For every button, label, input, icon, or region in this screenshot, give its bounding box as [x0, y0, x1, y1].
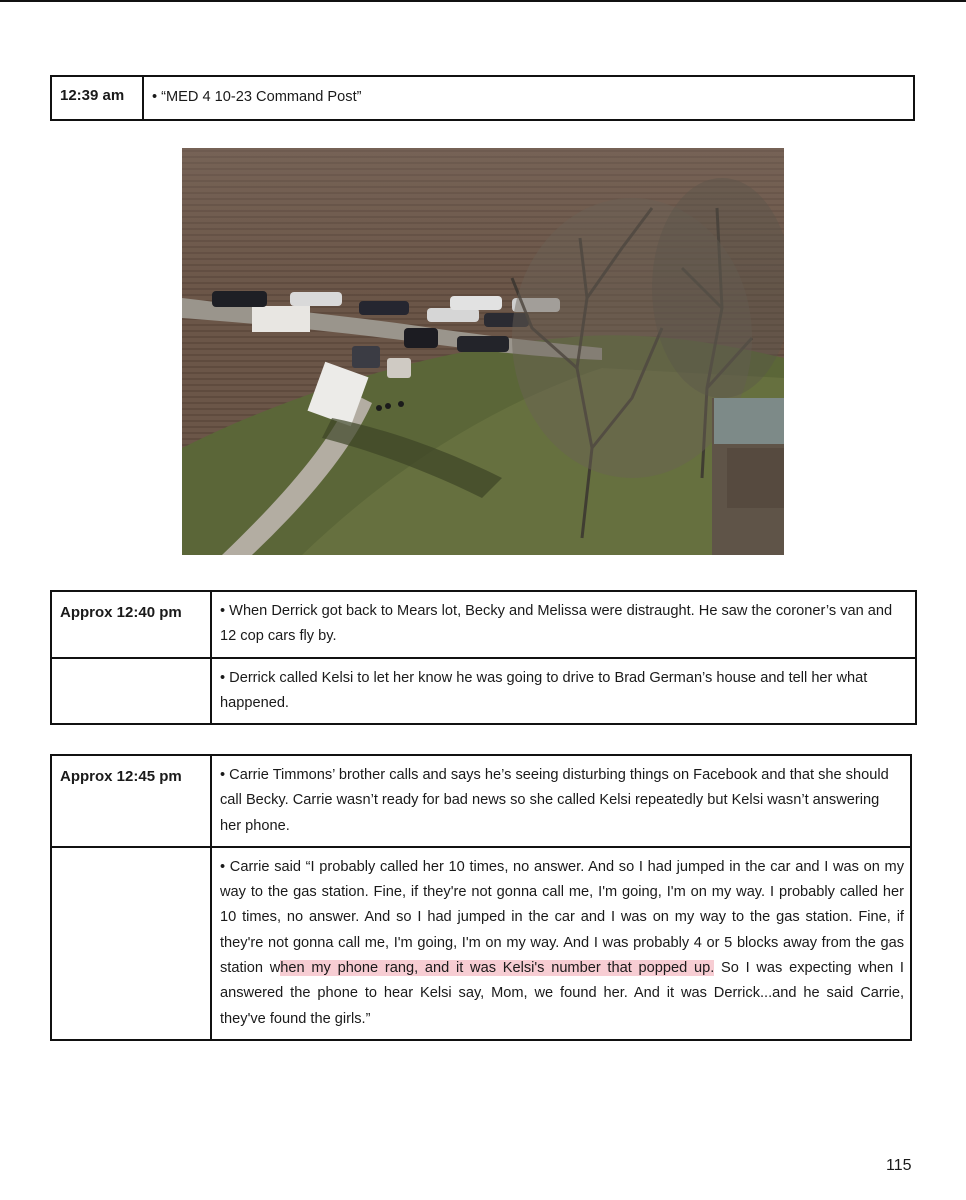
timeline-table-1239: [50, 75, 915, 121]
table-row: [51, 76, 914, 120]
table-row: [51, 755, 911, 847]
note-cell: • When Derrick got back to Mears lot, Becky and Melissa were distraught. He saw the coroner’s van and 12 cop cars fly by.: [211, 591, 916, 658]
quote-text: • Carrie said “I probably called her 10 times, no answer. And so I had jumped in the car and I was on my way to the gas station. Fine, if they're not gonna call me, I'm going, I'm on my way. I probably called her 10 times, no answer. And so I had jumped in the car and I was on my way to the gas station. Fine, if they're not gonna call me, I'm going, I'm on my way. And I was probably 4 or 5 blocks away from the gas station w: [220, 858, 904, 977]
quote-note-cell: [211, 847, 911, 1040]
timeline-table-1240: [50, 590, 917, 725]
highlighted-text: hen my phone rang, and it was Kelsi's number that popped up.: [280, 960, 715, 977]
table-row: [51, 847, 911, 1040]
top-rule: [0, 0, 966, 2]
table-row: [51, 591, 916, 658]
page-number: 115: [886, 1157, 912, 1174]
table-row: [51, 658, 916, 725]
time-cell: 12:39 am: [51, 76, 143, 120]
time-cell: Approx 12:45 pm: [51, 755, 211, 847]
time-cell-empty: [51, 847, 211, 1040]
quote-text-continued: So I was expecting when I answered the phone to hear Kelsi say, Mom, we found her. And it was Derrick...and he said Carrie, they've found the girls.”: [220, 960, 904, 1027]
time-cell: Approx 12:40 pm: [51, 591, 211, 658]
aerial-scene-photo: [182, 148, 784, 555]
note-cell: • “MED 4 10-23 Command Post”: [143, 76, 914, 120]
trailer: [252, 306, 310, 332]
timeline-table-1245: [50, 754, 912, 1041]
note-cell: • Carrie Timmons’ brother calls and says he’s seeing disturbing things on Facebook and that she should call Becky. Carrie wasn’t ready for bad news so she called Kelsi repeatedly but Kelsi wasn’t answering her phone.: [211, 755, 911, 847]
note-cell: • Derrick called Kelsi to let her know he was going to drive to Brad German’s house and tell her what happened.: [211, 658, 916, 725]
time-cell-empty: [51, 658, 211, 725]
